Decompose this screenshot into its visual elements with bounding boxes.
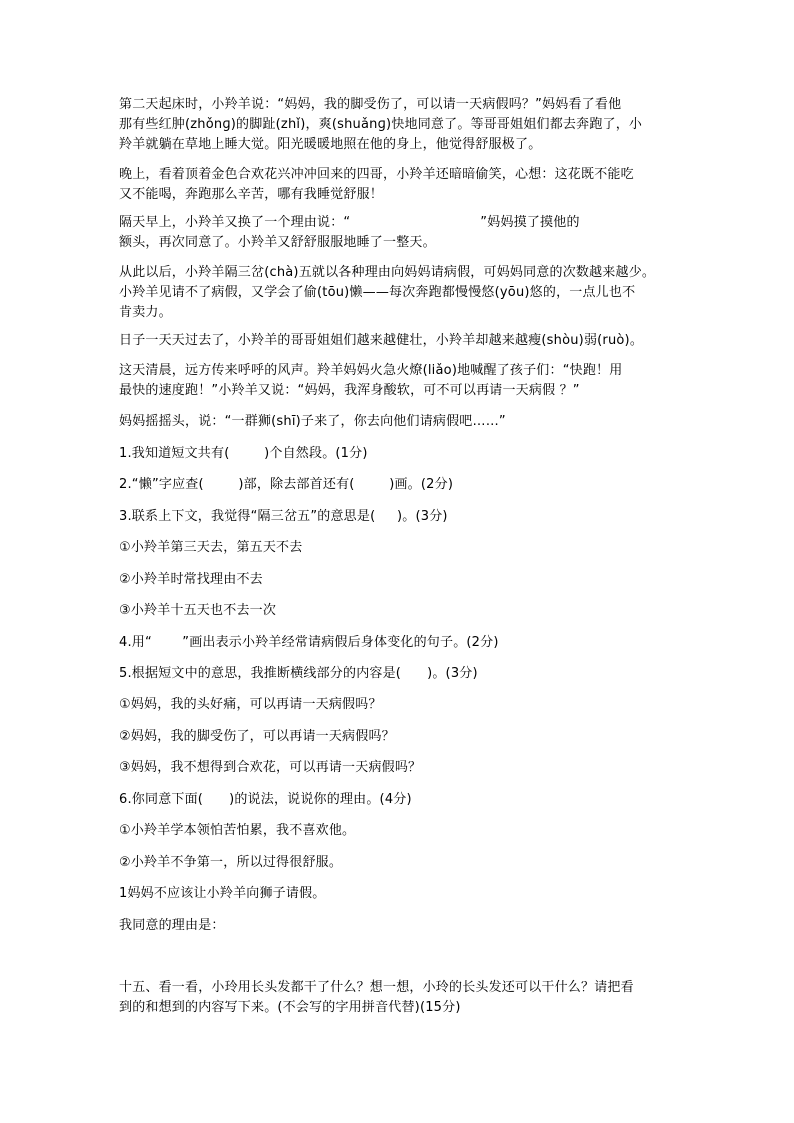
story-line: 那有些红肿(zhǒnɡ)的脚趾(zhǐ)，爽(shuǎnɡ)快地同意了。等哥哥姐姐们都去奔跑了，小 bbox=[119, 117, 643, 132]
story-line: 日子一天天过去了，小羚羊的哥哥姐姐们越来越健壮，小羚羊却越来越瘦(shòu)弱(ruò)。 bbox=[119, 333, 644, 348]
question-5: 5.根据短文中的意思，我推断横线部分的内容是( )。(3分) bbox=[119, 666, 478, 681]
question-1: 1.我知道短文共有( )个自然段。(1分) bbox=[119, 446, 368, 461]
story-line: 从此以后，小羚羊隔三岔(chà)五就以各种理由向妈妈请病假，可妈妈同意的次数越来越少。 bbox=[119, 265, 656, 280]
section-15-line: 到的和想到的内容写下来。(不会写的字用拼音代替)(15分) bbox=[119, 1000, 461, 1015]
section-15-line: 十五、看一看，小玲用长头发都干了什么？想一想，小玲的长头发还可以干什么？请把看 bbox=[119, 980, 634, 995]
story-line: 羚羊就躺在草地上睡大觉。阳光暖暖地照在他的身上，他觉得舒服极了。 bbox=[119, 137, 542, 152]
question-6: 6.你同意下面( )的说法，说说你的理由。(4分) bbox=[119, 792, 412, 807]
question-5-option-1: ①妈妈，我的头好痛，可以再请一天病假吗？ bbox=[119, 697, 382, 712]
story-line: 妈妈摇摇头，说：“一群狮(shī)子来了，你去向他们请病假吧……” bbox=[119, 414, 506, 429]
story-line: 肯卖力。 bbox=[119, 305, 172, 320]
question-3-option-2: ②小羚羊时常找理由不去 bbox=[119, 572, 263, 587]
question-3: 3.联系上下文，我觉得“隔三岔五”的意思是( )。(3分) bbox=[119, 509, 448, 524]
question-6-reason-prompt: 我同意的理由是： bbox=[119, 918, 225, 933]
story-line: 又不能喝，奔跑那么辛苦，哪有我睡觉舒服！ bbox=[119, 187, 384, 202]
story-line: 晚上，看着顶着金色合欢花兴冲冲回来的四哥，小羚羊还暗暗偷笑，心想：这花既不能吃 bbox=[119, 167, 634, 182]
story-line: 这天清晨，远方传来呼呼的风声。羚羊妈妈火急火燎(liǎo)地喊醒了孩子们：“快跑！用 bbox=[119, 363, 623, 378]
story-line: 额头，再次同意了。小羚羊又舒舒服服地睡了一整天。 bbox=[119, 235, 436, 250]
question-3-option-3: ③小羚羊十五天也不去一次 bbox=[119, 603, 277, 618]
question-5-option-3: ③妈妈，我不想得到合欢花，可以再请一天病假吗？ bbox=[119, 760, 422, 775]
question-3-option-1: ①小羚羊第三天去，第五天不去 bbox=[119, 540, 303, 555]
question-5-option-2: ②妈妈，我的脚受伤了，可以再请一天病假吗？ bbox=[119, 729, 395, 744]
question-2: 2.“懒”字应查( )部，除去部首还有( )画。(2分) bbox=[119, 477, 454, 492]
story-line: 小羚羊见请不了病假，又学会了偷(tōu)懒——每次奔跑都慢慢悠(yōu)悠的，一点儿也不 bbox=[119, 285, 636, 300]
story-line: 第二天起床时，小羚羊说：“妈妈，我的脚受伤了，可以请一天病假吗？”妈妈看了看他 bbox=[119, 97, 622, 112]
question-6-option-3: 1妈妈不应该让小羚羊向狮子请假。 bbox=[119, 886, 326, 901]
story-line: 隔天早上，小羚羊又换了一个理由说：“ ”妈妈摸了摸他的 bbox=[119, 215, 580, 230]
question-4: 4.用“ ”画出表示小羚羊经常请病假后身体变化的句子。(2分) bbox=[119, 635, 499, 650]
story-line: 最快的速度跑！”小羚羊又说：“妈妈，我浑身酸软，可不可以再请一天病假 ？” bbox=[119, 383, 580, 398]
question-6-option-2: ②小羚羊不争第一，所以过得很舒服。 bbox=[119, 855, 343, 870]
question-6-option-1: ①小羚羊学本领怕苦怕累，我不喜欢他。 bbox=[119, 823, 356, 838]
